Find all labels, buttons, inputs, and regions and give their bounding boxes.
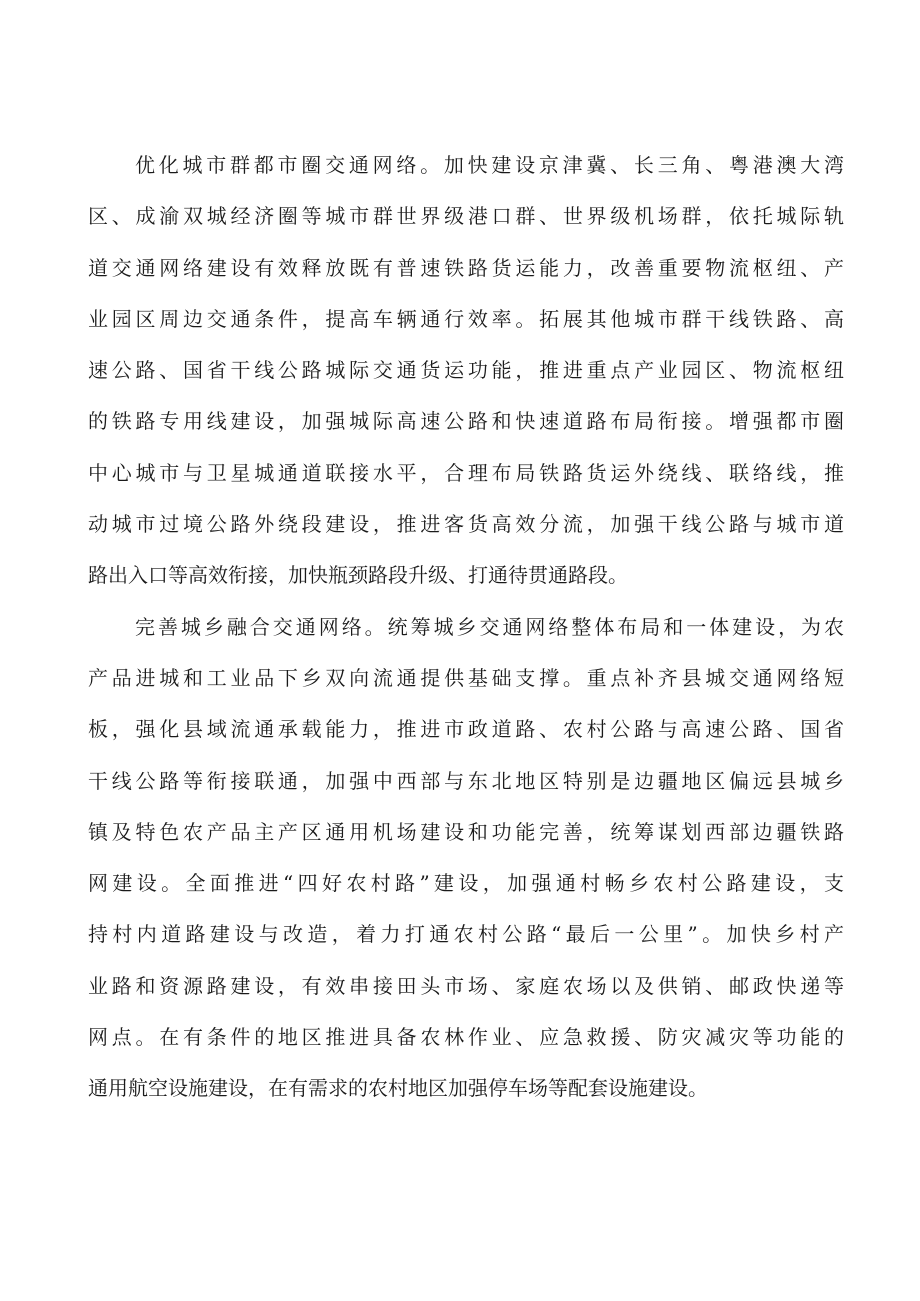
paragraph-line: 持村内道路建设与改造，着力打通农村公路“最后一公里”。加快乡村产 <box>88 922 844 947</box>
paragraph-line: 网建设。全面推进“四好农村路”建设，加强通村畅乡农村公路建设，支 <box>88 871 844 896</box>
paragraph-line: 干线公路等衔接联通，加强中西部与东北地区特别是边疆地区偏远县城乡 <box>88 768 844 793</box>
paragraph-line: 网点。在有条件的地区推进具备农林作业、应急救援、防灾减灾等功能的 <box>88 1025 844 1050</box>
document-body <box>88 140 844 1115</box>
paragraph-line: 板，强化县域流通承载能力，推进市政道路、农村公路与高速公路、国省 <box>88 717 844 742</box>
paragraph-line: 路出入口等高效衔接，加快瓶颈路段升级、打通待贯通路段。 <box>88 563 628 588</box>
paragraph-line: 镇及特色农产品主产区通用机场建设和功能完善，统筹谋划西部边疆铁路 <box>88 819 844 844</box>
paragraph-line: 动城市过境公路外绕段建设，推进客货高效分流，加强干线公路与城市道 <box>88 512 844 537</box>
paragraph-line: 产品进城和工业品下乡双向流通提供基础支撑。重点补齐县城交通网络短 <box>88 665 844 690</box>
paragraph-line: 业园区周边交通条件，提高车辆通行效率。拓展其他城市群干线铁路、高 <box>88 306 844 331</box>
paragraph-line: 道交通网络建设有效释放既有普速铁路货运能力，改善重要物流枢纽、产 <box>88 255 844 280</box>
paragraph-line: 业路和资源路建设，有效串接田头市场、家庭农场以及供销、邮政快递等 <box>88 973 844 998</box>
paragraph-line: 速公路、国省干线公路城际交通货运功能，推进重点产业园区、物流枢纽 <box>88 358 844 383</box>
paragraph-urban-rural-network <box>88 602 844 1115</box>
paragraph-line: 通用航空设施建设，在有需求的农村地区加强停车场等配套设施建设。 <box>88 1076 708 1101</box>
paragraph-urban-cluster-network <box>88 140 844 602</box>
paragraph-line: 完善城乡融合交通网络。统筹城乡交通网络整体布局和一体建设，为农 <box>135 614 844 639</box>
paragraph-line: 的铁路专用线建设，加强城际高速公路和快速道路布局衔接。增强都市圈 <box>88 409 844 434</box>
paragraph-line: 优化城市群都市圈交通网络。加快建设京津冀、长三角、粤港澳大湾 <box>135 153 844 177</box>
paragraph-line: 区、成渝双城经济圈等城市群世界级港口群、世界级机场群，依托城际轨 <box>88 204 844 229</box>
paragraph-line: 中心城市与卫星城通道联接水平，合理布局铁路货运外绕线、联络线，推 <box>88 460 844 485</box>
